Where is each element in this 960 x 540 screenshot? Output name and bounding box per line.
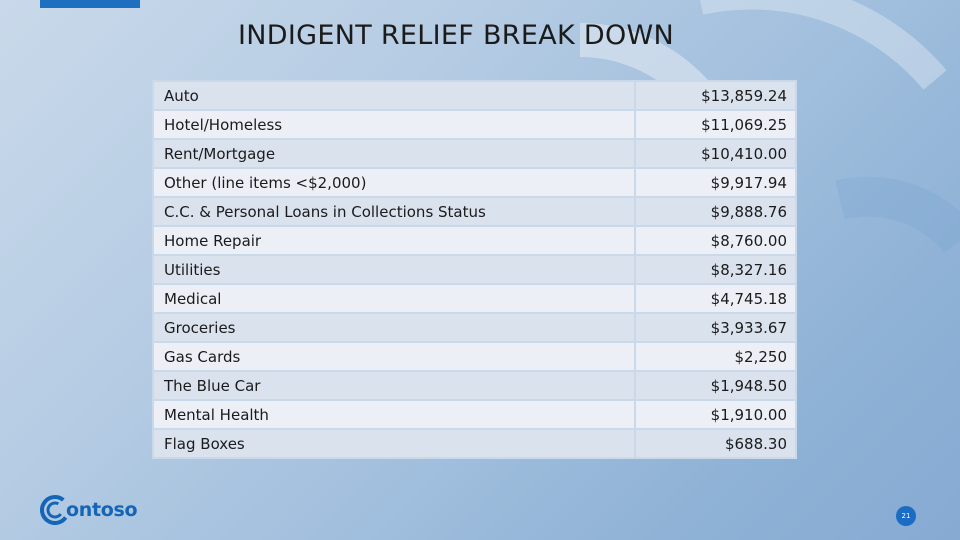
expense-category-cell: Gas Cards [153,342,635,371]
table-row [153,139,796,168]
logo-wordmark: ontoso [66,499,138,521]
expense-category-cell: Flag Boxes [153,429,635,458]
expense-category-cell: Hotel/Homeless [153,110,635,139]
expense-amount-cell: $4,745.18 [635,284,796,313]
table-row [153,400,796,429]
slide-title: INDIGENT RELIEF BREAK DOWN [238,20,675,51]
expense-category-cell: The Blue Car [153,371,635,400]
expense-amount-cell: $8,760.00 [635,226,796,255]
table-row [153,110,796,139]
expense-amount-cell: $11,069.25 [635,110,796,139]
expense-amount-cell: $10,410.00 [635,139,796,168]
table-row [153,255,796,284]
expense-amount-cell: $2,250 [635,342,796,371]
expense-amount-cell: $9,917.94 [635,168,796,197]
expense-amount-cell: $3,933.67 [635,313,796,342]
expense-category-cell: Mental Health [153,400,635,429]
expense-category-cell: C.C. & Personal Loans in Collections Status [153,197,635,226]
expense-category-cell: Rent/Mortgage [153,139,635,168]
expense-category-cell: Home Repair [153,226,635,255]
expense-category-cell: Groceries [153,313,635,342]
table-row [153,197,796,226]
expense-amount-cell: $1,948.50 [635,371,796,400]
expense-amount-cell: $688.30 [635,429,796,458]
table-row [153,429,796,458]
table-row [153,284,796,313]
table-row [153,313,796,342]
expense-category-cell: Utilities [153,255,635,284]
page-number-badge: 21 [896,506,916,526]
table-row [153,226,796,255]
table-row [153,168,796,197]
expense-amount-cell: $8,327.16 [635,255,796,284]
expense-category-cell: Other (line items <$2,000) [153,168,635,197]
table-row [153,81,796,110]
expense-amount-cell: $1,910.00 [635,400,796,429]
expense-category-cell: Auto [153,81,635,110]
expense-amount-cell: $13,859.24 [635,81,796,110]
expense-amount-cell: $9,888.76 [635,197,796,226]
table-row [153,371,796,400]
contoso-logo [38,492,137,528]
top-accent-bar [40,0,140,8]
expense-breakdown-table [152,80,797,459]
expense-category-cell: Medical [153,284,635,313]
table-row [153,342,796,371]
table-body [153,81,796,458]
